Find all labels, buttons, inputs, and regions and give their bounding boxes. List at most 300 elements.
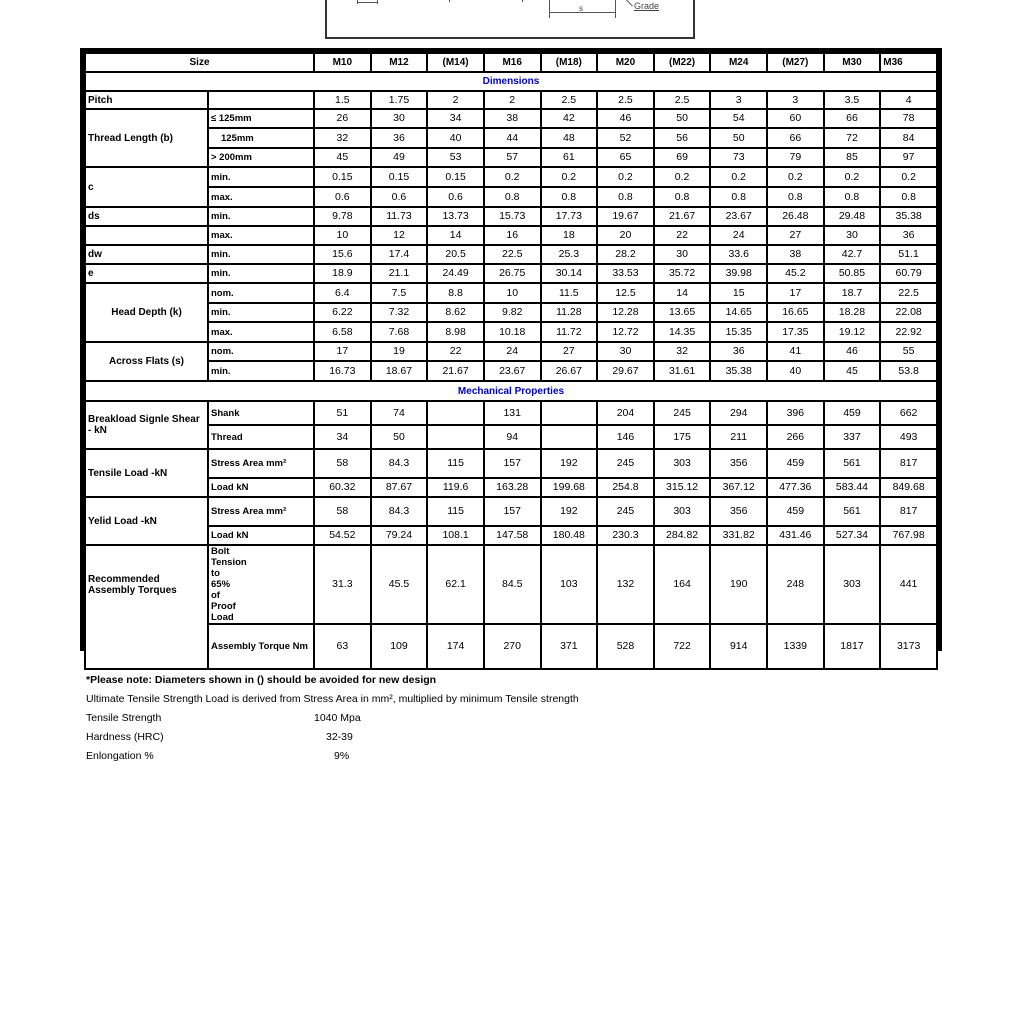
value-cell: 211	[710, 425, 767, 449]
value-cell: 10.18	[484, 322, 541, 342]
value-cell: 0.15	[314, 167, 371, 187]
value-cell	[427, 425, 484, 449]
table-row	[85, 425, 937, 449]
value-cell: 103	[541, 545, 598, 624]
value-cell: 16.65	[767, 303, 824, 322]
value-cell: 49	[371, 148, 428, 167]
value-cell: 29.48	[824, 207, 881, 226]
row-label-across-flats: Across Flats (s)	[85, 342, 208, 381]
table-row	[85, 128, 937, 148]
value-cell: 493	[880, 425, 937, 449]
prop-label: Enlongation %	[86, 750, 154, 762]
value-cell: 367.12	[710, 478, 767, 497]
value-cell: 72	[824, 128, 881, 148]
value-cell: 192	[541, 497, 598, 526]
value-cell: 27	[767, 226, 824, 245]
value-cell: 66	[767, 128, 824, 148]
value-cell: 24	[484, 342, 541, 361]
value-cell: 50	[710, 128, 767, 148]
value-cell: 248	[767, 545, 824, 624]
value-cell: 22.08	[880, 303, 937, 322]
row-label-thread-length: Thread Length (b)	[85, 109, 208, 167]
size-column-header: (M14)	[427, 53, 484, 72]
value-cell: 50	[371, 425, 428, 449]
bolt-spec-table	[84, 52, 938, 670]
sub-label: min.	[208, 207, 314, 226]
value-cell: 8.98	[427, 322, 484, 342]
value-cell: 6.22	[314, 303, 371, 322]
value-cell: 245	[654, 401, 711, 425]
value-cell: 30	[371, 109, 428, 128]
grade-label: Grade	[634, 1, 660, 11]
value-cell: 51	[314, 401, 371, 425]
value-cell	[427, 401, 484, 425]
value-cell: 192	[541, 449, 598, 478]
value-cell: 0.2	[710, 167, 767, 187]
value-cell: 356	[710, 497, 767, 526]
value-cell: 53.8	[880, 361, 937, 381]
value-cell: 17.35	[767, 322, 824, 342]
sub-label: Load kN	[208, 526, 314, 545]
value-cell: 42	[541, 109, 598, 128]
value-cell: 583.44	[824, 478, 881, 497]
table-row	[85, 264, 937, 283]
value-cell: 0.15	[371, 167, 428, 187]
row-label-c: c	[85, 167, 208, 207]
table-row	[85, 478, 937, 497]
value-cell: 19.12	[824, 322, 881, 342]
value-cell: 1339	[767, 624, 824, 669]
sub-label: min.	[208, 264, 314, 283]
value-cell: 7.32	[371, 303, 428, 322]
value-cell: 22	[654, 226, 711, 245]
row-label-dw: dw	[85, 245, 208, 264]
value-cell: 27	[541, 342, 598, 361]
value-cell: 38	[484, 109, 541, 128]
value-cell: 45.5	[371, 545, 428, 624]
value-cell: 0.2	[824, 167, 881, 187]
value-cell: 53	[427, 148, 484, 167]
value-cell: 34	[427, 109, 484, 128]
value-cell: 371	[541, 624, 598, 669]
value-cell: 477.36	[767, 478, 824, 497]
value-cell: 21.67	[654, 207, 711, 226]
table-row	[85, 207, 937, 226]
value-cell: 0.6	[427, 187, 484, 207]
value-cell: 914	[710, 624, 767, 669]
size-column-header: M36	[880, 53, 937, 72]
value-cell: 11.28	[541, 303, 598, 322]
value-cell: 28.2	[597, 245, 654, 264]
value-cell: 14.35	[654, 322, 711, 342]
value-cell: 52	[597, 128, 654, 148]
value-cell: 109	[371, 624, 428, 669]
value-cell: 97	[880, 148, 937, 167]
note-uts-derivation: Ultimate Tensile Strength Load is derived from Stress Area in mm², multiplied by minimum Tensile strength	[86, 693, 579, 705]
value-cell: 303	[824, 545, 881, 624]
value-cell: 14	[427, 226, 484, 245]
sub-label: min.	[208, 303, 314, 322]
value-cell: 45	[824, 361, 881, 381]
value-cell: 2.5	[597, 91, 654, 109]
value-cell: 817	[880, 497, 937, 526]
value-cell: 0.6	[371, 187, 428, 207]
value-cell: 21.67	[427, 361, 484, 381]
value-cell: 0.15	[427, 167, 484, 187]
header-row	[85, 53, 937, 72]
row-label-ds-min: ds	[85, 207, 208, 226]
value-cell: 30.14	[541, 264, 598, 283]
sub-label: Shank	[208, 401, 314, 425]
value-cell: 44	[484, 128, 541, 148]
value-cell: 19.67	[597, 207, 654, 226]
value-cell: 41	[767, 342, 824, 361]
value-cell: 230.3	[597, 526, 654, 545]
value-cell: 38	[767, 245, 824, 264]
value-cell: 3.5	[824, 91, 881, 109]
value-cell: 25.3	[541, 245, 598, 264]
value-cell: 0.8	[654, 187, 711, 207]
value-cell: 115	[427, 497, 484, 526]
table-row	[85, 342, 937, 361]
value-cell: 46	[597, 109, 654, 128]
value-cell: 73	[710, 148, 767, 167]
section-dimensions: Dimensions	[85, 72, 937, 91]
value-cell: 2.5	[654, 91, 711, 109]
value-cell: 33.6	[710, 245, 767, 264]
dim-tick	[449, 0, 450, 2]
value-cell: 30	[654, 245, 711, 264]
value-cell: 17.4	[371, 245, 428, 264]
value-cell: 2	[484, 91, 541, 109]
value-cell: 26.75	[484, 264, 541, 283]
value-cell: 23.67	[484, 361, 541, 381]
value-cell: 36	[880, 226, 937, 245]
section-mechanical-properties: Mechanical Properties	[85, 381, 937, 401]
table-row	[85, 226, 937, 245]
value-cell: 60	[767, 109, 824, 128]
value-cell: 175	[654, 425, 711, 449]
value-cell: 22.92	[880, 322, 937, 342]
value-cell: 58	[314, 497, 371, 526]
bolt-diagram	[325, 0, 695, 39]
prop-row	[86, 747, 579, 766]
table-row	[85, 526, 937, 545]
value-cell: 157	[484, 497, 541, 526]
value-cell: 15.73	[484, 207, 541, 226]
value-cell: 1.75	[371, 91, 428, 109]
value-cell: 32	[314, 128, 371, 148]
value-cell: 22.5	[484, 245, 541, 264]
value-cell: 84.5	[484, 545, 541, 624]
section-row	[85, 381, 937, 401]
value-cell	[541, 425, 598, 449]
dim-tick	[549, 0, 550, 18]
table-row	[85, 91, 937, 109]
value-cell: 60.79	[880, 264, 937, 283]
value-cell: 0.8	[767, 187, 824, 207]
value-cell: 51.1	[880, 245, 937, 264]
section-row	[85, 72, 937, 91]
value-cell: 270	[484, 624, 541, 669]
value-cell: 0.8	[880, 187, 937, 207]
value-cell: 163.28	[484, 478, 541, 497]
sub-label: max.	[208, 226, 314, 245]
value-cell: 24.49	[427, 264, 484, 283]
value-cell: 63	[314, 624, 371, 669]
value-cell: 1817	[824, 624, 881, 669]
value-cell: 33.53	[597, 264, 654, 283]
value-cell: 245	[597, 449, 654, 478]
value-cell: 147.58	[484, 526, 541, 545]
value-cell: 36	[371, 128, 428, 148]
value-cell: 254.8	[597, 478, 654, 497]
value-cell: 0.6	[314, 187, 371, 207]
value-cell: 15.6	[314, 245, 371, 264]
value-cell: 56	[654, 128, 711, 148]
dim-tick	[377, 0, 378, 4]
size-column-header: (M27)	[767, 53, 824, 72]
sub-label: max.	[208, 322, 314, 342]
value-cell: 35.38	[710, 361, 767, 381]
value-cell: 58	[314, 449, 371, 478]
value-cell: 46	[824, 342, 881, 361]
value-cell: 54.52	[314, 526, 371, 545]
value-cell: 13.65	[654, 303, 711, 322]
prop-row	[86, 728, 579, 747]
value-cell: 94	[484, 425, 541, 449]
value-cell	[541, 401, 598, 425]
value-cell: 29.67	[597, 361, 654, 381]
value-cell: 131	[484, 401, 541, 425]
dim-label-s: s	[579, 4, 583, 13]
row-label-ds-max	[85, 226, 208, 245]
value-cell: 199.68	[541, 478, 598, 497]
value-cell: 30	[597, 342, 654, 361]
value-cell: 45	[314, 148, 371, 167]
value-cell: 14	[654, 283, 711, 303]
table-row	[85, 401, 937, 425]
value-cell: 12.72	[597, 322, 654, 342]
value-cell: 45.2	[767, 264, 824, 283]
value-cell: 561	[824, 497, 881, 526]
sub-label: min.	[208, 167, 314, 187]
value-cell: 356	[710, 449, 767, 478]
size-column-header: M16	[484, 53, 541, 72]
dim-tick	[522, 0, 523, 2]
value-cell: 78	[880, 109, 937, 128]
value-cell: 31.61	[654, 361, 711, 381]
sub-label: Stress Area mm²	[208, 497, 314, 526]
value-cell: 14.65	[710, 303, 767, 322]
row-label-e: e	[85, 264, 208, 283]
value-cell: 55	[880, 342, 937, 361]
value-cell: 19	[371, 342, 428, 361]
value-cell: 87.67	[371, 478, 428, 497]
size-column-header: M30	[824, 53, 881, 72]
prop-label: Tensile Strength	[86, 712, 162, 724]
value-cell: 26	[314, 109, 371, 128]
value-cell: 8.8	[427, 283, 484, 303]
value-cell: 16.73	[314, 361, 371, 381]
value-cell: 303	[654, 497, 711, 526]
dim-line-k	[357, 2, 377, 3]
value-cell: 10	[314, 226, 371, 245]
prop-label: Hardness (HRC)	[86, 731, 164, 743]
table-row	[85, 322, 937, 342]
value-cell: 337	[824, 425, 881, 449]
value-cell: 22.5	[880, 283, 937, 303]
value-cell: 57	[484, 148, 541, 167]
row-label-pitch: Pitch	[85, 91, 208, 109]
value-cell: 35.38	[880, 207, 937, 226]
sub-label: ≤ 125mm	[208, 109, 314, 128]
value-cell: 17	[314, 342, 371, 361]
sub-label: 125mm	[208, 128, 314, 148]
value-cell: 174	[427, 624, 484, 669]
prop-value: 32-39	[326, 731, 353, 743]
value-cell: 15	[710, 283, 767, 303]
table-row	[85, 624, 937, 669]
value-cell: 21.1	[371, 264, 428, 283]
value-cell: 11.5	[541, 283, 598, 303]
value-cell: 16	[484, 226, 541, 245]
value-cell: 0.8	[484, 187, 541, 207]
value-cell: 23.67	[710, 207, 767, 226]
value-cell: 0.8	[710, 187, 767, 207]
value-cell: 74	[371, 401, 428, 425]
table-row	[85, 167, 937, 187]
value-cell: 0.2	[654, 167, 711, 187]
value-cell: 62.1	[427, 545, 484, 624]
bolt-spec-table-frame	[80, 48, 942, 651]
value-cell: 331.82	[710, 526, 767, 545]
value-cell: 17	[767, 283, 824, 303]
value-cell: 459	[767, 449, 824, 478]
value-cell: 65	[597, 148, 654, 167]
value-cell: 662	[880, 401, 937, 425]
value-cell: 17.73	[541, 207, 598, 226]
table-row	[85, 545, 937, 624]
value-cell: 11.73	[371, 207, 428, 226]
value-cell: 12	[371, 226, 428, 245]
value-cell: 48	[541, 128, 598, 148]
size-column-header: (M22)	[654, 53, 711, 72]
table-row	[85, 361, 937, 381]
value-cell: 79	[767, 148, 824, 167]
value-cell: 132	[597, 545, 654, 624]
value-cell: 0.2	[484, 167, 541, 187]
value-cell: 3	[767, 91, 824, 109]
value-cell: 180.48	[541, 526, 598, 545]
value-cell: 0.2	[541, 167, 598, 187]
value-cell: 266	[767, 425, 824, 449]
value-cell: 431.46	[767, 526, 824, 545]
value-cell: 722	[654, 624, 711, 669]
sub-label: Assembly Torque Nm	[208, 624, 314, 669]
table-row	[85, 187, 937, 207]
sub-label: Stress Area mm²	[208, 449, 314, 478]
value-cell: 40	[767, 361, 824, 381]
dim-tick	[615, 0, 616, 18]
size-column-header: M24	[710, 53, 767, 72]
value-cell: 284.82	[654, 526, 711, 545]
value-cell: 18.9	[314, 264, 371, 283]
value-cell: 13.73	[427, 207, 484, 226]
value-cell: 84.3	[371, 449, 428, 478]
value-cell: 2	[427, 91, 484, 109]
value-cell: 119.6	[427, 478, 484, 497]
table-row	[85, 283, 937, 303]
prop-row	[86, 709, 579, 728]
value-cell: 84.3	[371, 497, 428, 526]
value-cell: 190	[710, 545, 767, 624]
prop-value: 1040 Mpa	[314, 712, 361, 724]
value-cell: 66	[824, 109, 881, 128]
value-cell: 54	[710, 109, 767, 128]
value-cell: 303	[654, 449, 711, 478]
value-cell: 3	[710, 91, 767, 109]
value-cell: 4	[880, 91, 937, 109]
sub-label: min.	[208, 361, 314, 381]
value-cell: 849.68	[880, 478, 937, 497]
table-row	[85, 245, 937, 264]
value-cell: 0.8	[541, 187, 598, 207]
value-cell: 69	[654, 148, 711, 167]
value-cell: 32	[654, 342, 711, 361]
value-cell: 85	[824, 148, 881, 167]
value-cell: 26.67	[541, 361, 598, 381]
value-cell: 561	[824, 449, 881, 478]
size-column-header: M10	[314, 53, 371, 72]
value-cell: 10	[484, 283, 541, 303]
table-row	[85, 497, 937, 526]
value-cell: 20.5	[427, 245, 484, 264]
value-cell: 18.28	[824, 303, 881, 322]
value-cell: 7.5	[371, 283, 428, 303]
value-cell: 39.98	[710, 264, 767, 283]
value-cell: 0.2	[880, 167, 937, 187]
value-cell: 0.8	[597, 187, 654, 207]
value-cell: 6.4	[314, 283, 371, 303]
value-cell: 12.5	[597, 283, 654, 303]
value-cell: 30	[824, 226, 881, 245]
value-cell: 164	[654, 545, 711, 624]
value-cell: 42.7	[824, 245, 881, 264]
value-cell: 35.72	[654, 264, 711, 283]
row-label-head-depth: Head Depth (k)	[85, 283, 208, 342]
value-cell: 459	[767, 497, 824, 526]
value-cell: 61	[541, 148, 598, 167]
row-label-breakload: Breakload Signle Shear - kN	[85, 401, 208, 449]
value-cell: 7.68	[371, 322, 428, 342]
value-cell: 3173	[880, 624, 937, 669]
value-cell: 767.98	[880, 526, 937, 545]
sub-label: nom.	[208, 283, 314, 303]
sub-label: nom.	[208, 342, 314, 361]
sub-label: > 200mm	[208, 148, 314, 167]
value-cell: 0.2	[597, 167, 654, 187]
note-avoid-diameters: *Please note: Diameters shown in () should be avoided for new design	[86, 674, 437, 686]
table-row	[85, 148, 937, 167]
value-cell: 18.7	[824, 283, 881, 303]
value-cell: 204	[597, 401, 654, 425]
value-cell: 79.24	[371, 526, 428, 545]
value-cell: 294	[710, 401, 767, 425]
size-header: Size	[85, 53, 314, 72]
value-cell: 2.5	[541, 91, 598, 109]
value-cell: 31.3	[314, 545, 371, 624]
